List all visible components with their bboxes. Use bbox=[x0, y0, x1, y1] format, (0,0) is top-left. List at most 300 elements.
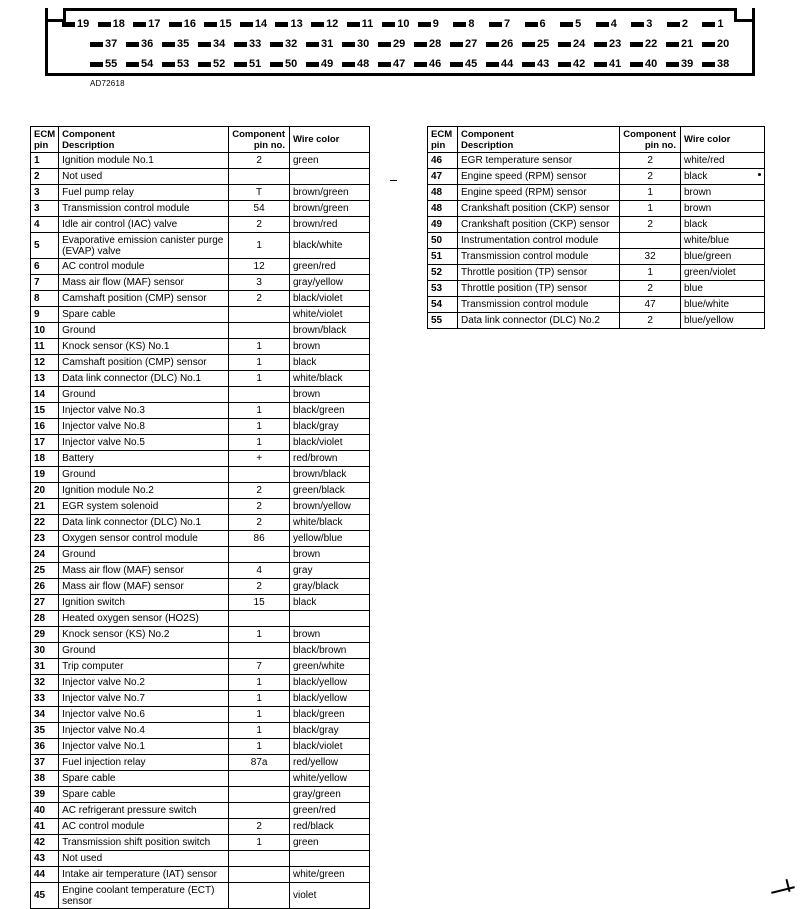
pin-blade-icon bbox=[126, 42, 139, 47]
cell-component-pin-no bbox=[229, 771, 290, 787]
pin-blade-icon bbox=[240, 22, 253, 27]
header-component-description: Component Description bbox=[59, 127, 229, 153]
cell-wire-color: black/brown bbox=[290, 643, 370, 659]
cell-component-pin-no: 1 bbox=[620, 265, 681, 281]
cell-component-pin-no bbox=[229, 387, 290, 403]
connector-pin-34 bbox=[198, 38, 234, 50]
pin-blade-icon bbox=[90, 42, 103, 47]
cell-component-description: Injector valve No.2 bbox=[59, 675, 229, 691]
cell-ecm-pin: 55 bbox=[428, 313, 458, 329]
cell-wire-color: green/black bbox=[290, 483, 370, 499]
cell-component-pin-no: 1 bbox=[229, 835, 290, 851]
pin-blade-icon bbox=[453, 22, 466, 27]
cell-component-description: Injector valve No.7 bbox=[59, 691, 229, 707]
cell-component-pin-no bbox=[229, 467, 290, 483]
connector-pin-number: 55 bbox=[105, 58, 118, 70]
cell-component-pin-no: 1 bbox=[229, 675, 290, 691]
cell-component-pin-no bbox=[229, 323, 290, 339]
pin-blade-icon bbox=[418, 22, 431, 27]
cell-component-description: Injector valve No.3 bbox=[59, 403, 229, 419]
cell-wire-color bbox=[290, 851, 370, 867]
connector-pin-55 bbox=[90, 58, 126, 70]
connector-pin-number: 47 bbox=[393, 58, 406, 70]
connector-pin-number: 16 bbox=[183, 18, 196, 30]
pin-blade-icon bbox=[522, 42, 535, 47]
cell-ecm-pin: 36 bbox=[31, 739, 59, 755]
cell-wire-color: white/red bbox=[681, 153, 765, 169]
cell-wire-color: brown/black bbox=[290, 323, 370, 339]
connector-pin-52 bbox=[198, 58, 234, 70]
table-header-row bbox=[428, 127, 765, 153]
cell-component-description: Knock sensor (KS) No.1 bbox=[59, 339, 229, 355]
cell-ecm-pin: 3 bbox=[31, 201, 59, 217]
cell-ecm-pin: 14 bbox=[31, 387, 59, 403]
cell-ecm-pin: 11 bbox=[31, 339, 59, 355]
pin-blade-icon bbox=[594, 42, 607, 47]
cell-component-pin-no: 86 bbox=[229, 531, 290, 547]
connector-pin-number: 10 bbox=[397, 18, 410, 30]
table-row bbox=[31, 467, 370, 483]
pin-blade-icon bbox=[450, 62, 463, 67]
cell-wire-color: white/violet bbox=[290, 307, 370, 323]
cell-ecm-pin: 38 bbox=[31, 771, 59, 787]
cell-wire-color: brown bbox=[290, 387, 370, 403]
cell-component-description: Injector valve No.6 bbox=[59, 707, 229, 723]
pin-blade-icon bbox=[702, 42, 715, 47]
connector-pin-number: 18 bbox=[112, 18, 125, 30]
connector-pin-22 bbox=[630, 38, 666, 50]
cell-ecm-pin: 16 bbox=[31, 419, 59, 435]
cell-component-description: Fuel pump relay bbox=[59, 185, 229, 201]
table-row bbox=[31, 499, 370, 515]
cell-component-pin-no: 47 bbox=[620, 297, 681, 313]
cell-wire-color: white/black bbox=[290, 515, 370, 531]
table-row bbox=[31, 339, 370, 355]
cell-ecm-pin: 52 bbox=[428, 265, 458, 281]
cell-wire-color: black/gray bbox=[290, 723, 370, 739]
cell-component-description: Data link connector (DLC) No.1 bbox=[59, 515, 229, 531]
cell-component-pin-no: 1 bbox=[229, 691, 290, 707]
connector-pin-number: 6 bbox=[539, 18, 546, 30]
connector-pin-11 bbox=[347, 18, 383, 30]
table-row bbox=[31, 675, 370, 691]
pin-blade-icon bbox=[342, 42, 355, 47]
connector-pin-number: 5 bbox=[575, 18, 582, 30]
connector-pin-5 bbox=[560, 18, 596, 30]
cell-component-pin-no: 1 bbox=[229, 739, 290, 755]
cell-wire-color: brown bbox=[681, 185, 765, 201]
cell-component-pin-no: 1 bbox=[229, 403, 290, 419]
cell-ecm-pin: 47 bbox=[428, 169, 458, 185]
cell-component-pin-no bbox=[229, 611, 290, 627]
pin-blade-icon bbox=[522, 62, 535, 67]
table-row bbox=[31, 563, 370, 579]
cell-wire-color bbox=[290, 169, 370, 185]
table-row bbox=[428, 313, 765, 329]
connector-pin-number: 33 bbox=[249, 38, 262, 50]
cell-component-pin-no: 2 bbox=[620, 153, 681, 169]
cell-wire-color: gray bbox=[290, 563, 370, 579]
cell-component-pin-no: 2 bbox=[620, 169, 681, 185]
pin-blade-icon bbox=[414, 62, 427, 67]
connector-pin-54 bbox=[126, 58, 162, 70]
cell-component-description: Trip computer bbox=[59, 659, 229, 675]
table-left-header bbox=[31, 127, 370, 153]
connector-pin-49 bbox=[306, 58, 342, 70]
cell-ecm-pin: 31 bbox=[31, 659, 59, 675]
connector-pin-31 bbox=[306, 38, 342, 50]
connector-pin-16 bbox=[169, 18, 205, 30]
table-row bbox=[31, 579, 370, 595]
connector-pin-26 bbox=[486, 38, 522, 50]
cell-ecm-pin: 54 bbox=[428, 297, 458, 313]
connector-pin-51 bbox=[234, 58, 270, 70]
cell-ecm-pin: 4 bbox=[31, 217, 59, 233]
table-row bbox=[428, 185, 765, 201]
connector-pin-number: 2 bbox=[681, 18, 688, 30]
cell-wire-color: white/yellow bbox=[290, 771, 370, 787]
table-row bbox=[31, 233, 370, 259]
cell-component-description: EGR temperature sensor bbox=[458, 153, 620, 169]
cell-ecm-pin: 35 bbox=[31, 723, 59, 739]
cell-ecm-pin: 25 bbox=[31, 563, 59, 579]
cell-component-pin-no bbox=[229, 803, 290, 819]
connector-pin-45 bbox=[450, 58, 486, 70]
connector-pin-7 bbox=[489, 18, 525, 30]
cell-component-description: Mass air flow (MAF) sensor bbox=[59, 579, 229, 595]
cell-component-description: Injector valve No.8 bbox=[59, 419, 229, 435]
connector-pin-number: 11 bbox=[361, 18, 374, 30]
connector-pin-20 bbox=[702, 38, 738, 50]
connector-pin-number: 36 bbox=[141, 38, 154, 50]
connector-pin-number: 4 bbox=[610, 18, 617, 30]
cell-component-description: Spare cable bbox=[59, 307, 229, 323]
cell-component-description: Engine speed (RPM) sensor bbox=[458, 185, 620, 201]
pin-blade-icon bbox=[630, 42, 643, 47]
connector-pin-42 bbox=[558, 58, 594, 70]
cell-wire-color: brown/green bbox=[290, 185, 370, 201]
cell-wire-color: yellow/blue bbox=[290, 531, 370, 547]
connector-pin-46 bbox=[414, 58, 450, 70]
table-row bbox=[31, 307, 370, 323]
connector-pin-number: 42 bbox=[573, 58, 586, 70]
connector-pin-6 bbox=[525, 18, 561, 30]
table-row bbox=[31, 755, 370, 771]
pin-blade-icon bbox=[489, 22, 502, 27]
header-ecm-pin: ECM pin bbox=[428, 127, 458, 153]
cell-component-description: Camshaft position (CMP) sensor bbox=[59, 355, 229, 371]
cell-ecm-pin: 3 bbox=[31, 185, 59, 201]
cell-ecm-pin: 21 bbox=[31, 499, 59, 515]
connector-pin-number: 29 bbox=[393, 38, 406, 50]
connector-pin-number: 38 bbox=[717, 58, 730, 70]
cell-component-pin-no bbox=[229, 787, 290, 803]
pin-blade-icon bbox=[198, 42, 211, 47]
table-row bbox=[31, 451, 370, 467]
cell-component-pin-no bbox=[620, 233, 681, 249]
pin-blade-icon bbox=[558, 42, 571, 47]
cell-component-description: Evaporative emission canister purge (EVAP) valve bbox=[59, 233, 229, 259]
cell-component-description: Transmission control module bbox=[458, 249, 620, 265]
connector-pin-9 bbox=[418, 18, 454, 30]
cell-ecm-pin: 22 bbox=[31, 515, 59, 531]
connector-pin-38 bbox=[702, 58, 738, 70]
connector-pin-33 bbox=[234, 38, 270, 50]
connector-pin-number: 30 bbox=[357, 38, 370, 50]
cell-component-pin-no: 1 bbox=[229, 723, 290, 739]
connector-pin-3 bbox=[631, 18, 667, 30]
cell-component-description: Ignition module No.1 bbox=[59, 153, 229, 169]
connector-pin-36 bbox=[126, 38, 162, 50]
cell-wire-color: brown/red bbox=[290, 217, 370, 233]
table-header-row bbox=[31, 127, 370, 153]
cell-ecm-pin: 29 bbox=[31, 627, 59, 643]
cell-ecm-pin: 2 bbox=[31, 169, 59, 185]
cell-wire-color: red/black bbox=[290, 819, 370, 835]
cell-wire-color bbox=[290, 611, 370, 627]
connector-pin-number: 50 bbox=[285, 58, 298, 70]
pin-blade-icon bbox=[162, 62, 175, 67]
cell-component-description: Engine speed (RPM) sensor bbox=[458, 169, 620, 185]
connector-pin-number: 51 bbox=[249, 58, 262, 70]
table-row bbox=[31, 201, 370, 217]
table-row bbox=[31, 515, 370, 531]
connector-pin-number: 54 bbox=[141, 58, 154, 70]
cell-component-pin-no bbox=[229, 169, 290, 185]
cell-wire-color: red/yellow bbox=[290, 755, 370, 771]
pin-blade-icon bbox=[560, 22, 573, 27]
cell-wire-color: brown bbox=[681, 201, 765, 217]
cell-wire-color: green/white bbox=[290, 659, 370, 675]
connector-pin-15 bbox=[204, 18, 240, 30]
cell-component-description: Instrumentation control module bbox=[458, 233, 620, 249]
table-row bbox=[31, 403, 370, 419]
connector-pin-2 bbox=[667, 18, 703, 30]
cell-ecm-pin: 43 bbox=[31, 851, 59, 867]
connector-pin-23 bbox=[594, 38, 630, 50]
cell-component-pin-no: 4 bbox=[229, 563, 290, 579]
connector-pin-number: 52 bbox=[213, 58, 226, 70]
connector-pin-19 bbox=[62, 18, 98, 30]
cell-ecm-pin: 41 bbox=[31, 819, 59, 835]
connector-pin-43 bbox=[522, 58, 558, 70]
cell-component-pin-no: 2 bbox=[229, 153, 290, 169]
print-artifact-dash bbox=[390, 180, 397, 181]
table-row bbox=[31, 259, 370, 275]
cell-wire-color: red/brown bbox=[290, 451, 370, 467]
connector-pin-10 bbox=[382, 18, 418, 30]
pin-blade-icon bbox=[169, 22, 182, 27]
cell-component-pin-no: 1 bbox=[229, 627, 290, 643]
pin-blade-icon bbox=[382, 22, 395, 27]
connector-pin-number: 20 bbox=[717, 38, 730, 50]
table-row bbox=[428, 265, 765, 281]
cell-ecm-pin: 50 bbox=[428, 233, 458, 249]
cell-ecm-pin: 6 bbox=[31, 259, 59, 275]
cell-component-pin-no: 1 bbox=[620, 201, 681, 217]
table-row bbox=[31, 787, 370, 803]
cell-component-pin-no: 1 bbox=[229, 233, 290, 259]
pin-blade-icon bbox=[347, 22, 360, 27]
cell-ecm-pin: 33 bbox=[31, 691, 59, 707]
connector-pin-number: 43 bbox=[537, 58, 550, 70]
cell-component-pin-no: 2 bbox=[620, 313, 681, 329]
cell-component-description: Ground bbox=[59, 467, 229, 483]
pin-blade-icon bbox=[596, 22, 609, 27]
cell-component-pin-no bbox=[229, 307, 290, 323]
pin-blade-icon bbox=[378, 42, 391, 47]
connector-pin-number: 19 bbox=[77, 18, 90, 30]
pin-blade-icon bbox=[270, 42, 283, 47]
connector-pin-48 bbox=[342, 58, 378, 70]
connector-pin-number: 44 bbox=[501, 58, 514, 70]
cell-ecm-pin: 53 bbox=[428, 281, 458, 297]
connector-pin-number: 24 bbox=[573, 38, 586, 50]
cell-ecm-pin: 48 bbox=[428, 201, 458, 217]
connector-pin-number: 41 bbox=[609, 58, 622, 70]
cell-component-pin-no: 87a bbox=[229, 755, 290, 771]
pin-blade-icon bbox=[631, 22, 644, 27]
connector-pin-number: 14 bbox=[254, 18, 268, 30]
cell-component-pin-no: 2 bbox=[229, 819, 290, 835]
pin-blade-icon bbox=[133, 22, 146, 27]
cell-ecm-pin: 48 bbox=[428, 185, 458, 201]
cell-wire-color: green/red bbox=[290, 803, 370, 819]
connector-pin-number: 21 bbox=[681, 38, 694, 50]
table-row bbox=[428, 153, 765, 169]
connector-pin-number: 40 bbox=[645, 58, 658, 70]
table-row bbox=[31, 723, 370, 739]
connector-pin-row-3 bbox=[48, 58, 752, 70]
cell-ecm-pin: 20 bbox=[31, 483, 59, 499]
connector-pin-13 bbox=[275, 18, 311, 30]
connector-pin-39 bbox=[666, 58, 702, 70]
table-row bbox=[31, 217, 370, 233]
cell-ecm-pin: 24 bbox=[31, 547, 59, 563]
cell-component-pin-no: 32 bbox=[620, 249, 681, 265]
print-artifact-dot bbox=[758, 173, 761, 176]
cell-wire-color: gray/green bbox=[290, 787, 370, 803]
pin-blade-icon bbox=[486, 62, 499, 67]
cell-component-description: Transmission control module bbox=[59, 201, 229, 217]
pin-blade-icon bbox=[275, 22, 288, 27]
cell-component-description: Crankshaft position (CKP) sensor bbox=[458, 201, 620, 217]
table-row bbox=[31, 483, 370, 499]
cell-wire-color: black/violet bbox=[290, 739, 370, 755]
connector-pin-37 bbox=[90, 38, 126, 50]
cell-ecm-pin: 51 bbox=[428, 249, 458, 265]
cell-ecm-pin: 27 bbox=[31, 595, 59, 611]
connector-pin-number: 3 bbox=[646, 18, 653, 30]
pin-blade-icon bbox=[702, 62, 715, 67]
pin-blade-icon bbox=[378, 62, 391, 67]
pin-blade-icon bbox=[666, 42, 679, 47]
connector-pin-number: 49 bbox=[321, 58, 334, 70]
cell-ecm-pin: 1 bbox=[31, 153, 59, 169]
cell-ecm-pin: 7 bbox=[31, 275, 59, 291]
cell-ecm-pin: 28 bbox=[31, 611, 59, 627]
cell-wire-color: black bbox=[681, 169, 765, 185]
diagram-code-label: AD72618 bbox=[90, 79, 125, 88]
table-row bbox=[31, 643, 370, 659]
connector-pin-21 bbox=[666, 38, 702, 50]
connector-pin-number: 12 bbox=[326, 18, 339, 30]
cell-wire-color: blue/white bbox=[681, 297, 765, 313]
cell-component-description: Transmission control module bbox=[458, 297, 620, 313]
cell-component-description: AC control module bbox=[59, 819, 229, 835]
cell-ecm-pin: 37 bbox=[31, 755, 59, 771]
cell-component-pin-no: 2 bbox=[229, 291, 290, 307]
connector-pin-number: 9 bbox=[432, 18, 439, 30]
table-row bbox=[31, 835, 370, 851]
cell-component-pin-no bbox=[229, 867, 290, 883]
cell-ecm-pin: 49 bbox=[428, 217, 458, 233]
cell-ecm-pin: 5 bbox=[31, 233, 59, 259]
table-row bbox=[31, 323, 370, 339]
connector-pin-25 bbox=[522, 38, 558, 50]
table-row bbox=[31, 169, 370, 185]
cell-component-description: Spare cable bbox=[59, 771, 229, 787]
table-row bbox=[31, 419, 370, 435]
ecm-pinout-table-left bbox=[30, 126, 370, 909]
cell-component-description: Spare cable bbox=[59, 787, 229, 803]
cell-component-pin-no: 2 bbox=[229, 217, 290, 233]
pin-blade-icon bbox=[667, 22, 680, 27]
cell-component-pin-no: 54 bbox=[229, 201, 290, 217]
connector-pin-44 bbox=[486, 58, 522, 70]
connector-pin-47 bbox=[378, 58, 414, 70]
connector-pin-50 bbox=[270, 58, 306, 70]
connector-pin-1 bbox=[702, 18, 738, 30]
connector-pin-12 bbox=[311, 18, 347, 30]
cell-component-pin-no: 7 bbox=[229, 659, 290, 675]
cell-component-description: Throttle position (TP) sensor bbox=[458, 281, 620, 297]
connector-pin-40 bbox=[630, 58, 666, 70]
cell-component-pin-no: 12 bbox=[229, 259, 290, 275]
table-row bbox=[31, 867, 370, 883]
cell-wire-color: brown/green bbox=[290, 201, 370, 217]
cell-component-description: Mass air flow (MAF) sensor bbox=[59, 563, 229, 579]
connector-pin-number: 7 bbox=[503, 18, 511, 30]
cell-wire-color: violet bbox=[290, 883, 370, 909]
header-component-pin-no: Component pin no. bbox=[229, 127, 290, 153]
connector-pin-35 bbox=[162, 38, 198, 50]
connector-pin-number: 37 bbox=[105, 38, 118, 50]
cell-wire-color: black bbox=[290, 595, 370, 611]
cell-wire-color: brown bbox=[290, 547, 370, 563]
connector-pin-28 bbox=[414, 38, 450, 50]
cell-component-description: Not used bbox=[59, 851, 229, 867]
table-row bbox=[31, 531, 370, 547]
cell-wire-color: green bbox=[290, 835, 370, 851]
table-row bbox=[31, 355, 370, 371]
cell-component-pin-no bbox=[229, 643, 290, 659]
table-row bbox=[31, 739, 370, 755]
cell-ecm-pin: 46 bbox=[428, 153, 458, 169]
connector-pin-number: 27 bbox=[465, 38, 478, 50]
connector-pin-8 bbox=[453, 18, 489, 30]
cell-wire-color: black/violet bbox=[290, 435, 370, 451]
cell-wire-color: blue/yellow bbox=[681, 313, 765, 329]
cell-component-description: Injector valve No.4 bbox=[59, 723, 229, 739]
connector-pin-number: 34 bbox=[213, 38, 226, 50]
cell-component-pin-no bbox=[229, 547, 290, 563]
cell-wire-color: brown/black bbox=[290, 467, 370, 483]
table-row bbox=[31, 371, 370, 387]
connector-pin-number: 53 bbox=[177, 58, 190, 70]
cell-component-description: Battery bbox=[59, 451, 229, 467]
cell-ecm-pin: 12 bbox=[31, 355, 59, 371]
